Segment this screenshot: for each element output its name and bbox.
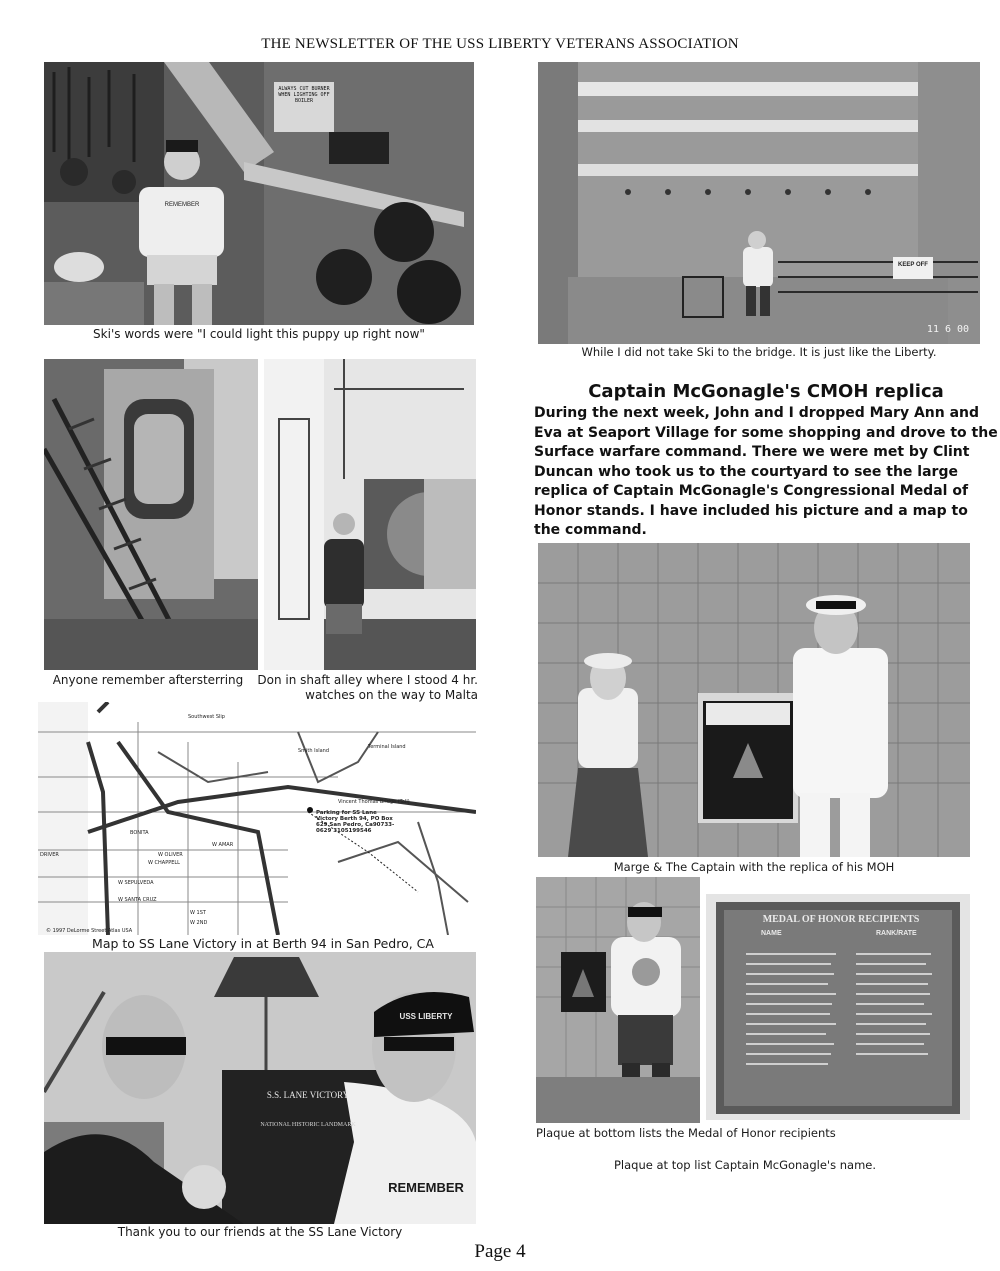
moh-plaque-photo [706,894,970,1120]
moh-plaque-name-header: NAME [761,930,782,937]
san-pedro-map [38,702,476,935]
captain-caption: Marge & The Captain with the replica of his MOH [613,860,895,874]
keep-off-sign: KEEP OFF [898,262,928,268]
map-parking-label: Parking for SS Lane Victory Berth 94, PO Box 629 San Pedro, Ca90733-0629 3105199546 [316,810,395,834]
aftersteering-photo [44,359,258,670]
map-caption: Map to SS Lane Victory in at Berth 94 in San Pedro, CA [92,936,434,951]
photo-date-stamp: 11 6 00 [926,324,970,335]
shaft-alley-photo [264,359,476,670]
map-southwest-slip-label: Southwest Slip [188,714,225,720]
map-street-amar: W AMAR [212,842,234,848]
ship-bell-photo [44,952,476,1224]
map-street-oliver: W OLIVER [158,852,183,858]
ship-deck-caption: While I did not take Ski to the bridge. It is just like the Liberty. [581,345,937,359]
lane-victory-plaque-line: NATIONAL HISTORIC LANDMARK [260,1122,356,1128]
newsletter-header: THE NEWSLETTER OF THE USS LIBERTY VETERANS ASSOCIATION [261,36,739,52]
boiler-caption: Ski's words were "I could light this puppy up right now" [93,327,425,341]
map-terminal-island-label: Terminal Island [368,744,406,750]
liberty-hat-text: USS LIBERTY [399,1012,453,1021]
ski-plaque-caption: Plaque at bottom lists the Medal of Honor recipients [536,1126,836,1140]
map-copyright: © 1997 DeLorme Street Atlas USA [46,928,133,934]
aftersteering-caption: Anyone remember aftersterring [52,673,244,687]
ski-plaque-photo [536,877,700,1123]
captain-moh-photo [538,543,970,857]
map-street-2nd: W 2ND [190,920,208,926]
map-smith-island-label: Smith Island [298,748,330,754]
boiler-warning-sign: ALWAYS CUT BURNER WHEN LIGHTING OFF BOILER [278,86,330,104]
article-body: During the next week, John and I dropped Mary Ann and Eva at Seaport Village for some shopping and drove to the Surface warfare command. There we were met by Clint Duncan who took us to the courtyard to see the large replica of Captain McGonagle's Congressional Medal of Honor stands. I have included his picture and a map to the command. [534,405,998,538]
boiler-room-photo [44,62,474,325]
page-number: Page 4 [474,1241,526,1262]
moh-plaque-rank-header: RANK/RATE [876,930,917,937]
article-title: Captain McGonagle's CMOH replica [588,381,944,402]
ship-deck-photo [538,62,980,344]
bell-caption: Thank you to our friends at the SS Lane Victory [117,1225,403,1239]
remember-shirt-text: REMEMBER [388,1180,464,1195]
moh-plaque-caption: Plaque at top list Captain McGonagle's name. [614,1158,877,1172]
moh-plaque-title: MEDAL OF HONOR RECIPIENTS [762,914,920,925]
map-street-1st: W 1ST [190,910,206,916]
map-street-driver: DRIVER [40,852,59,858]
map-street-chappell: W CHAPPELL [148,860,180,866]
boiler-shirt-text: REMEMBER [164,202,200,208]
map-street-sepulveda: W SEPULVEDA [118,880,154,886]
map-street-bonita: BONITA [130,830,149,836]
map-bridge-label: Vincent Thomas Bridge (Toll) [338,799,410,805]
shaft-alley-caption: Don in shaft alley where I stood 4 hr. watches on the way to Malta [257,673,478,702]
lane-victory-plaque-title: S.S. LANE VICTORY [266,1090,350,1100]
map-street-santa-cruz: W SANTA CRUZ [118,897,157,903]
